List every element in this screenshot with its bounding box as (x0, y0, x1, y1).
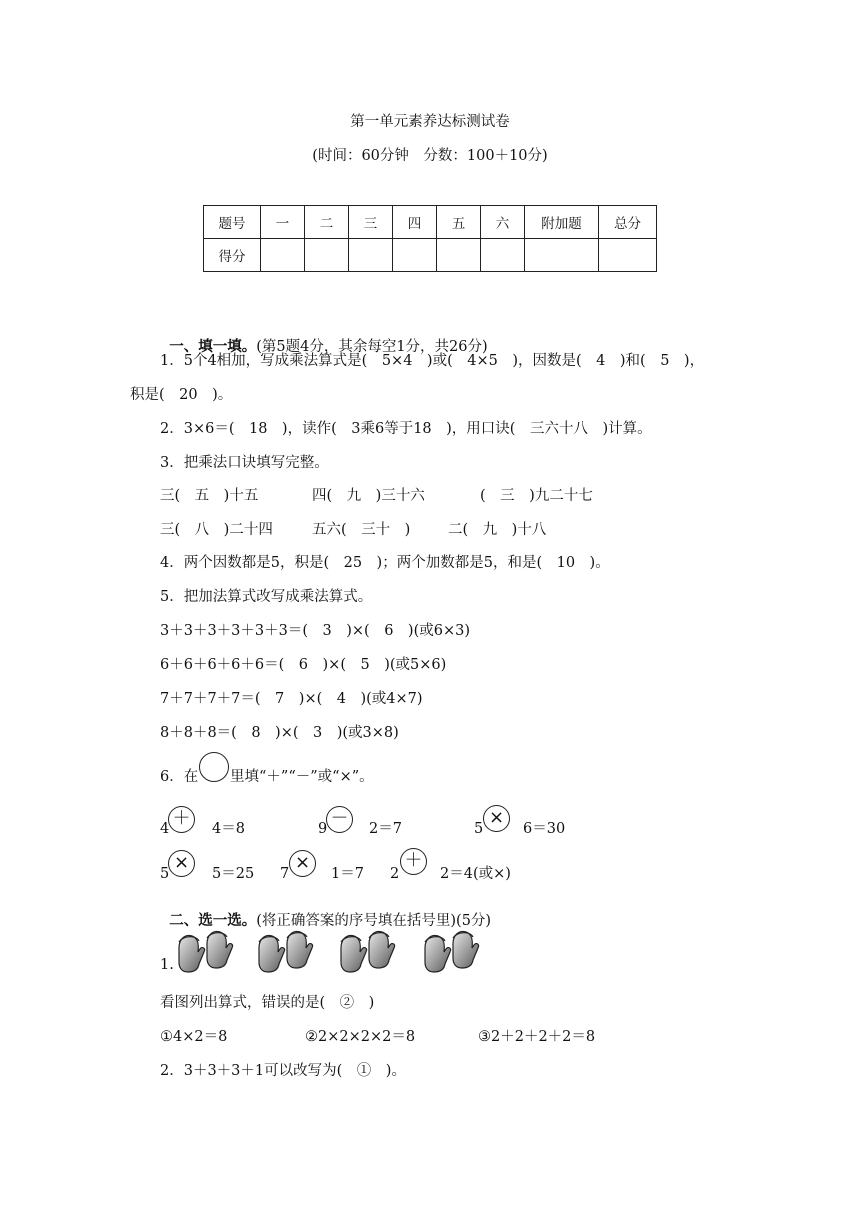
table-cell: 三 (349, 206, 393, 239)
question-1-line-2: 积是( 20 )。 (130, 387, 233, 403)
page-title: 第一单元素养达标测试卷 (350, 114, 510, 130)
s2-question-1-number: 1. (160, 957, 174, 973)
score-cell[interactable] (261, 239, 305, 272)
q6-result: 2＝4(或×) (440, 866, 511, 882)
operator-circle[interactable]: ＋ (168, 806, 195, 833)
q6-operand: 2 (390, 866, 400, 882)
score-cell[interactable] (525, 239, 599, 272)
mitten-pair-icon (179, 932, 233, 973)
score-cell[interactable] (437, 239, 481, 272)
table-cell: 得分 (204, 239, 261, 272)
mitten-pair-icon (341, 932, 395, 973)
mitten-pair-icon (259, 932, 313, 973)
q3-item: 五六( 三十 ) (312, 522, 411, 538)
question-5: 5．把加法算式改写成乘法算式。 (160, 589, 373, 605)
s2-option: ①4×2＝8 (160, 1029, 228, 1045)
section-2-heading (160, 891, 491, 931)
q5-line: 3＋3＋3＋3＋3＋3＝( 3 )×( 6 )(或6×3) (160, 623, 470, 639)
q3-item: ( 三 )九二十七 (480, 488, 593, 504)
q6-result: 4＝8 (212, 821, 245, 837)
q5-line: 7＋7＋7＋7＝( 7 )×( 4 )(或4×7) (160, 691, 423, 707)
score-cell[interactable] (393, 239, 437, 272)
score-cell[interactable] (349, 239, 393, 272)
section-1-title: 一、填一填。 (169, 338, 257, 355)
operator-circle[interactable]: ＋ (400, 848, 427, 875)
question-3: 3．把乘法口诀填写完整。 (160, 455, 329, 471)
table-cell: 二 (305, 206, 349, 239)
score-table-header-row (204, 206, 657, 239)
q5-line: 8＋8＋8＝( 8 )×( 3 )(或3×8) (160, 725, 399, 741)
operator-circle[interactable]: × (483, 805, 510, 832)
table-cell: 一 (261, 206, 305, 239)
question-6-suffix: 里填“＋”“－”或“×”。 (230, 769, 374, 785)
q3-item: 三( 五 )十五 (160, 488, 259, 504)
score-cell[interactable] (305, 239, 349, 272)
q6-result: 6＝30 (523, 821, 566, 837)
operator-circle[interactable]: × (168, 850, 195, 877)
score-cell[interactable] (481, 239, 525, 272)
score-table-score-row (204, 239, 657, 272)
table-cell: 题号 (204, 206, 261, 239)
q3-item: 四( 九 )三十六 (312, 488, 425, 504)
table-cell: 附加题 (525, 206, 599, 239)
q3-item: 三( 八 )二十四 (160, 522, 273, 538)
q5-line: 6＋6＋6＋6＋6＝( 6 )×( 5 )(或5×6) (160, 657, 447, 673)
question-4: 4．两个因数都是5，积是( 25 )；两个加数都是5，和是( 10 )。 (160, 555, 610, 571)
score-cell[interactable] (599, 239, 657, 272)
s2-option: ③2＋2＋2＋2＝8 (478, 1029, 596, 1045)
table-cell: 总分 (599, 206, 657, 239)
section-1-note: (第5题4分，其余每空1分，共26分) (256, 339, 488, 355)
q6-operand: 5 (474, 821, 484, 837)
s2-option: ②2×2×2×2＝8 (305, 1029, 416, 1045)
q6-result: 5＝25 (212, 866, 255, 882)
q6-operand: 7 (280, 866, 290, 882)
q3-item: 二( 九 )十八 (448, 522, 547, 538)
table-cell: 五 (437, 206, 481, 239)
q6-result: 2＝7 (369, 821, 402, 837)
score-table (203, 205, 657, 272)
question-2: 2．3×6＝( 18 )，读作( 3乘6等于18 )，用口诀( 三六十八 )计算。 (160, 421, 652, 437)
mittens-picture (172, 926, 492, 976)
operator-circle[interactable]: × (289, 850, 316, 877)
q6-result: 1＝7 (331, 866, 364, 882)
s2-question-2: 2．3＋3＋3＋1可以改写为( ① )。 (160, 1063, 406, 1079)
blank-circle-icon (199, 752, 229, 782)
q6-operand: 5 (160, 866, 170, 882)
question-1-line-1: 1．5个4相加，写成乘法算式是( 5×4 )或( 4×5 )，因数是( 4 )和( 5 )， (160, 353, 705, 369)
s2-question-1-text: 看图列出算式，错误的是( ② ) (160, 995, 375, 1011)
q6-operand: 9 (318, 821, 328, 837)
q6-operand: 4 (160, 821, 170, 837)
question-6-prefix: 6．在 (160, 769, 199, 785)
section-2-note: (将正确答案的序号填在括号里)(5分) (256, 913, 492, 929)
table-cell: 六 (481, 206, 525, 239)
table-cell: 四 (393, 206, 437, 239)
operator-circle[interactable]: － (326, 806, 353, 833)
section-2-title: 二、选一选。 (169, 912, 257, 929)
page-subtitle: (时间：60分钟 分数：100＋10分) (312, 148, 548, 164)
mitten-pair-icon (425, 932, 479, 973)
